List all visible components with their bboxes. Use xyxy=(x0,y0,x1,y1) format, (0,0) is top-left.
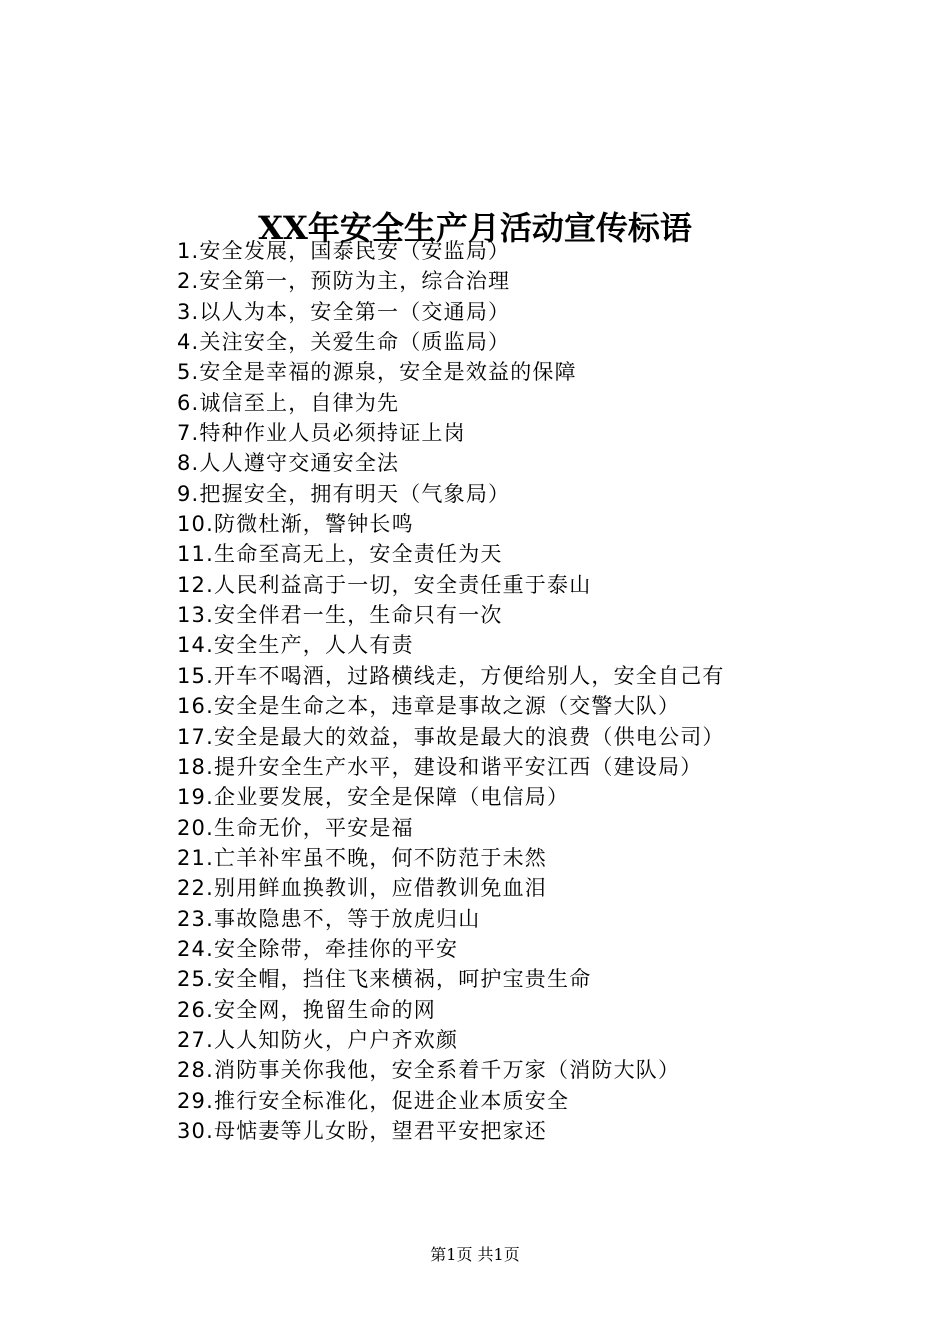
slogan-item: 3.以人为本，安全第一（交通局） xyxy=(177,299,511,324)
slogan-item: 11.生命至高无上，安全责任为天 xyxy=(177,542,503,567)
slogan-item: 20.生命无价，平安是福 xyxy=(177,815,414,840)
slogan-item: 29.推行安全标准化，促进企业本质安全 xyxy=(177,1088,570,1113)
page-title: XX年安全生产月活动宣传标语 xyxy=(258,209,692,248)
slogan-item: 23.事故隐患不，等于放虎归山 xyxy=(177,906,481,931)
slogan-item: 27.人人知防火，户户齐欢颜 xyxy=(177,1027,459,1052)
slogan-item: 12.人民利益高于一切，安全责任重于泰山 xyxy=(177,572,592,597)
slogan-item: 6.诚信至上，自律为先 xyxy=(177,390,400,415)
slogan-item: 22.别用鲜血换教训，应借教训免血泪 xyxy=(177,876,547,901)
slogan-item: 18.提升安全生产水平，建设和谐平安江西（建设局） xyxy=(177,754,703,779)
slogan-item: 10.防微杜渐，警钟长鸣 xyxy=(177,512,414,537)
slogan-item: 19.企业要发展，安全是保障（电信局） xyxy=(177,785,570,810)
slogan-item: 21.亡羊补牢虽不晚，何不防范于未然 xyxy=(177,845,547,870)
slogan-item: 7.特种作业人员必须持证上岗 xyxy=(177,421,466,446)
slogan-item: 9.把握安全，拥有明天（气象局） xyxy=(177,481,511,506)
slogan-item: 2.安全第一，预防为主，综合治理 xyxy=(177,269,511,294)
slogan-item: 8.人人遵守交通安全法 xyxy=(177,451,400,476)
slogan-item: 30.母惦妻等儿女盼，望君平安把家还 xyxy=(177,1118,547,1143)
slogan-item: 28.消防事关你我他，安全系着千万家（消防大队） xyxy=(177,1058,681,1083)
slogan-item: 24.安全除带，牵挂你的平安 xyxy=(177,936,459,961)
slogan-item: 13.安全伴君一生，生命只有一次 xyxy=(177,603,503,628)
slogan-item: 17.安全是最大的效益，事故是最大的浪费（供电公司） xyxy=(177,724,725,749)
slogan-list xyxy=(177,236,897,1146)
slogan-item: 4.关注安全，关爱生命（质监局） xyxy=(177,330,511,355)
slogan-item: 1.安全发展，国泰民安（安监局） xyxy=(177,239,511,263)
slogan-item: 26.安全网，挽留生命的网 xyxy=(177,997,436,1022)
slogan-item: 15.开车不喝酒，过路横线走，方便给别人，安全自己有 xyxy=(177,663,725,688)
slogan-item: 16.安全是生命之本，违章是事故之源（交警大队） xyxy=(177,694,681,719)
slogan-item: 25.安全帽，挡住飞来横祸，呵护宝贵生命 xyxy=(177,967,592,992)
slogan-item: 5.安全是幸福的源泉，安全是效益的保障 xyxy=(177,360,577,385)
slogan-item: 14.安全生产，人人有责 xyxy=(177,633,414,658)
page-number-footer: 第1页 共1页 xyxy=(430,1245,520,1264)
